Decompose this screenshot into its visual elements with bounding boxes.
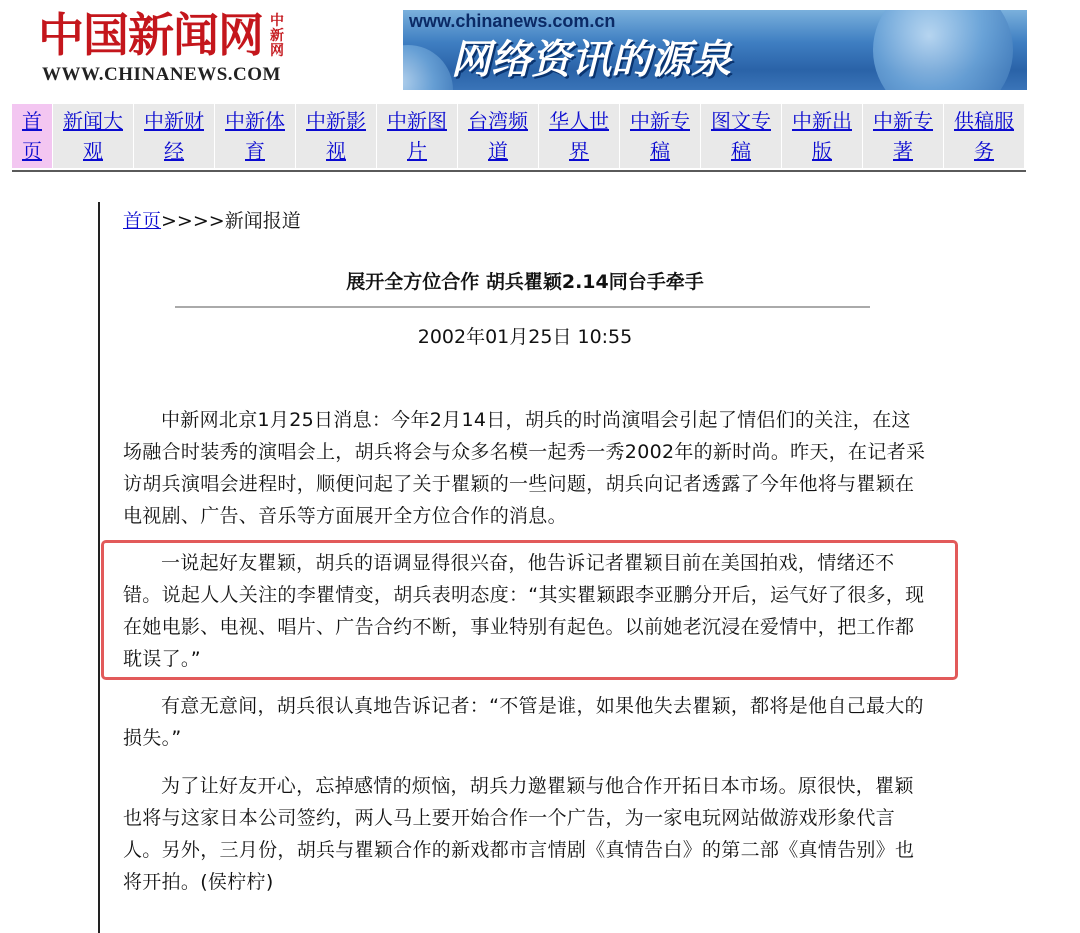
nav-label: 供稿服 务 [954, 109, 1014, 163]
nav-label: 中新体 育 [225, 109, 285, 163]
title-divider [175, 306, 870, 308]
breadcrumb-current: >>>>新闻报道 [161, 210, 301, 232]
nav-item-home[interactable] [12, 104, 52, 168]
nav-label: 中新影 视 [306, 109, 366, 163]
nav-item-finance[interactable] [134, 104, 214, 168]
article-paragraph: 中新网北京1月25日消息：今年2月14日，胡兵的时尚演唱会引起了情侣们的关注，在这场融合时装秀的演唱会上，胡兵将会与众多名模一起秀一秀2002年的新时尚。昨天，在记者采访胡兵演唱会进程时，顺便问起了关于瞿颖的一些问题，胡兵向记者透露了今年他将与瞿颖在电视剧、广告、音乐等方面展开全方位合作的消息。 [123, 409, 926, 527]
article-paragraph: 为了让好友开心，忘掉感情的烦恼，胡兵力邀瞿颖与他合作开拓日本市场。原很快，瞿颖也将与这家日本公司签约，两人马上要开始合作一个广告，为一家电玩网站做游戏形象代言人。另外，三月份，胡兵与瞿颖合作的新戏都市言情剧《真情告白》的第二部《真情告别》也将开拍。(侯柠柠) [123, 775, 915, 893]
nav-item-works[interactable] [863, 104, 943, 168]
banner-url-text: www.chinanews.com.cn [409, 11, 616, 31]
article-date: 2002年01月25日 10:55 [417, 326, 633, 348]
article-paragraph: 有意无意间，胡兵很认真地告诉记者：“不管是谁，如果他失去瞿颖，都将是他自己最大的损失。” [123, 695, 924, 749]
nav-item-publishing[interactable] [782, 104, 862, 168]
site-logo[interactable] [38, 8, 300, 88]
nav-item-photos[interactable] [377, 104, 457, 168]
nav-item-sports[interactable] [215, 104, 295, 168]
article-paragraph: 一说起好友瞿颖，胡兵的语调显得很兴奋，他告诉记者瞿颖目前在美国拍戏，情绪还不错。说起人人关注的李瞿情变，胡兵表明态度：“其实瞿颖跟李亚鹏分开后，运气好了很多，现在她电影、电视、唱片、广告合约不断，事业特别有起色。以前她老沉浸在爱情中，把工作都耽误了。” [123, 552, 925, 670]
nav-label: 中新出 版 [792, 109, 852, 163]
logo-chinese-text: 中国新闻网 [38, 8, 263, 62]
article-title: 展开全方位合作 胡兵瞿颖2.14同台手牵手 [346, 271, 704, 293]
nav-item-film-tv[interactable] [296, 104, 376, 168]
nav-item-special-reports[interactable] [620, 104, 700, 168]
nav-item-overseas-chinese[interactable] [539, 104, 619, 168]
logo-small-text: 中新网 [270, 13, 284, 59]
nav-label: 图文专 稿 [711, 109, 771, 163]
main-nav [12, 104, 1026, 172]
breadcrumb [123, 206, 301, 236]
nav-label: 中新专 稿 [630, 109, 690, 163]
nav-label: 华人世 界 [549, 109, 609, 163]
nav-item-news-overview[interactable] [53, 104, 133, 168]
nav-label: 中新专 著 [873, 109, 933, 163]
content-left-border [98, 202, 100, 933]
logo-url-text: WWW.CHINANEWS.COM [42, 64, 281, 85]
header-banner[interactable] [403, 10, 1027, 90]
highlight-box [101, 540, 958, 680]
nav-label: 中新图 片 [387, 109, 447, 163]
nav-item-content-services[interactable] [944, 104, 1024, 168]
globe-graphic [403, 45, 453, 90]
nav-label: 中新财 经 [144, 109, 204, 163]
breadcrumb-home-link[interactable]: 首页 [123, 210, 162, 232]
nav-label: 首 页 [22, 109, 42, 163]
banner-slogan: 网络资讯的源泉 [451, 37, 731, 83]
nav-item-taiwan[interactable] [458, 104, 538, 168]
nav-label: 新闻大 观 [63, 109, 123, 163]
globe-graphic [873, 10, 1013, 90]
nav-label: 台湾频 道 [468, 109, 528, 163]
nav-item-photo-reports[interactable] [701, 104, 781, 168]
